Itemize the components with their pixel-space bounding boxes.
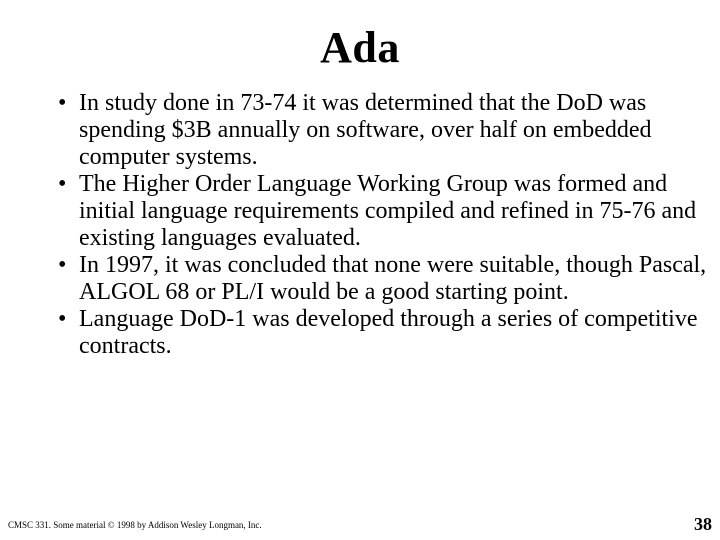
bullet-item bbox=[58, 306, 708, 360]
bullet-dot-icon: • bbox=[58, 306, 67, 332]
bullet-dot-icon: • bbox=[58, 252, 67, 278]
bullet-dot-icon: • bbox=[58, 90, 67, 116]
bullet-text: The Higher Order Language Working Group was formed and initial language requirements compiled and refined in 75-76 and existing languages evaluated. bbox=[79, 171, 697, 251]
bullet-text: Language DoD-1 was developed through a series of competitive contracts. bbox=[79, 306, 698, 359]
bullet-list bbox=[58, 90, 708, 360]
page-number: 38 bbox=[694, 514, 712, 534]
bullet-text: In 1997, it was concluded that none were suitable, though Pascal, ALGOL 68 or PL/I would be a good starting point. bbox=[79, 252, 707, 305]
bullet-item bbox=[58, 252, 708, 306]
bullet-item bbox=[58, 171, 708, 252]
bullet-text: In study done in 73-74 it was determined that the DoD was spending $3B annually on software, over half on embedded computer systems. bbox=[79, 90, 652, 170]
bullet-dot-icon: • bbox=[58, 171, 67, 197]
bullet-item bbox=[58, 90, 708, 171]
slide-footer: CMSC 331. Some material © 1998 by Addison Wesley Longman, Inc. bbox=[8, 520, 262, 530]
slide-title: Ada bbox=[320, 23, 400, 72]
